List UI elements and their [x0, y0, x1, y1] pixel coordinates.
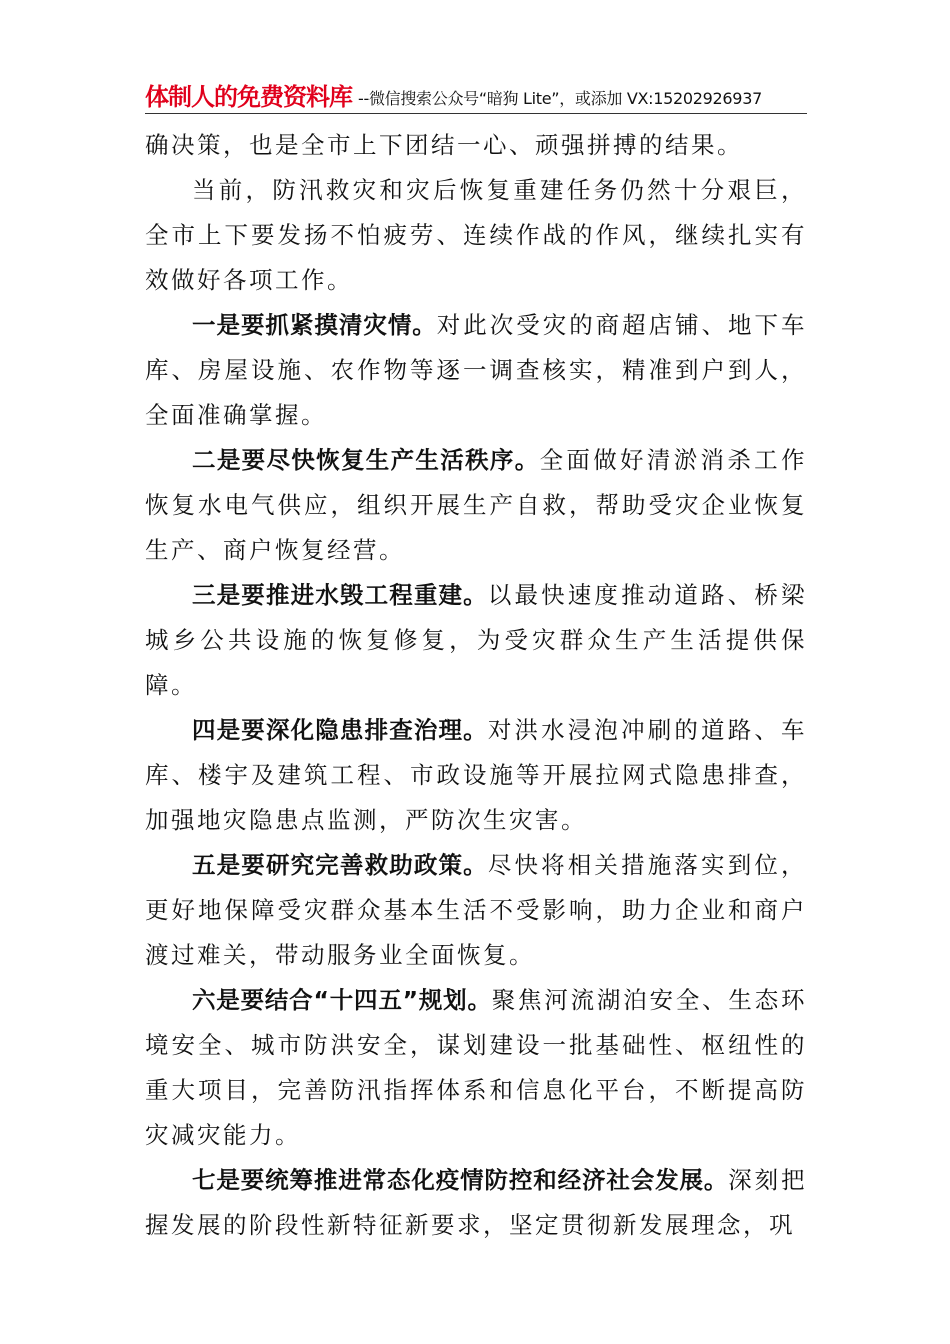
paragraph-lead: 二是要尽快恢复生产生活秩序。: [192, 446, 540, 474]
header-contact: --微信搜索公众号“暗狗 Lite”，或添加 VX:15202926937: [358, 89, 762, 108]
paragraph-text: 以最快速度推动道路、桥梁城乡公共设施的恢复修复，为受灾群众生产生活提供保障。: [145, 581, 808, 699]
paragraph-text: 确决策，也是全市上下团结一心、顽强拼搏的结果。: [145, 131, 743, 159]
paragraph-7: [145, 843, 807, 978]
paragraph-lead: 六是要结合“十四五”规划。: [192, 986, 492, 1014]
paragraph-lead: 五是要研究完善救助政策。: [192, 851, 488, 879]
paragraph-text: 对此次受灾的商超店铺、地下车库、房屋设施、农作物等逐一调查核实，精准到户到人，全面准确掌握。: [145, 311, 808, 429]
paragraph-8: [145, 978, 807, 1158]
paragraph-lead: 七是要统筹推进常态化疫情防控和经济社会发展。: [192, 1166, 729, 1194]
paragraph-2: [145, 168, 807, 303]
paragraph-text: 对洪水浸泡冲刷的道路、车库、楼宇及建筑工程、市政设施等开展拉网式隐患排查，加强地灾隐患点监测，严防次生灾害。: [145, 716, 808, 834]
document-body: [145, 123, 807, 1248]
page-header: [145, 82, 807, 112]
paragraph-6: [145, 708, 807, 843]
paragraph-text: 当前，防汛救灾和灾后恢复重建任务仍然十分艰巨，全市上下要发扬不怕疲劳、连续作战的作风，继续扎实有效做好各项工作。: [145, 176, 807, 294]
paragraph-lead: 一是要抓紧摸清灾情。: [192, 311, 437, 339]
paragraph-text: 尽快将相关措施落实到位，更好地保障受灾群众基本生活不受影响，助力企业和商户渡过难关，带动服务业全面恢复。: [145, 851, 808, 969]
header-brand: 体制人的免费资料库: [145, 83, 352, 111]
paragraph-text: 深刻把握发展的阶段性新特征新要求，坚定贯彻新发展理念，巩: [145, 1166, 807, 1239]
paragraph-1: [145, 123, 807, 168]
paragraph-4: [145, 438, 807, 573]
paragraph-text: 聚焦河流湖泊安全、生态环境安全、城市防洪安全，谋划建设一批基础性、枢纽性的重大项目，完善防汛指挥体系和信息化平台，不断提高防灾减灾能力。: [145, 986, 808, 1149]
paragraph-3: [145, 303, 807, 438]
paragraph-text: 全面做好清淤消杀工作恢复水电气供应，组织开展生产自救，帮助受灾企业恢复生产、商户恢复经营。: [145, 446, 808, 564]
header-divider: [145, 113, 807, 114]
paragraph-lead: 四是要深化隐患排查治理。: [192, 716, 488, 744]
paragraph-9: [145, 1158, 807, 1248]
paragraph-lead: 三是要推进水毁工程重建。: [192, 581, 488, 609]
paragraph-5: [145, 573, 807, 708]
